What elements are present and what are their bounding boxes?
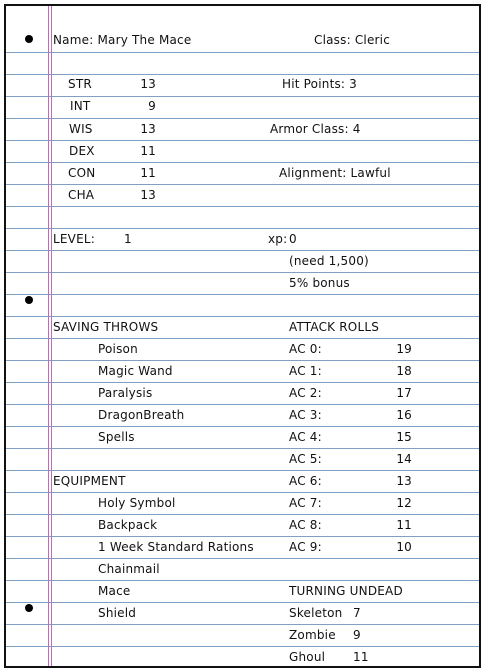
ability-score: 9 bbox=[148, 99, 156, 113]
ability-name: CON bbox=[68, 166, 96, 180]
saving-throw-item: Poison bbox=[98, 342, 138, 356]
alignment: Alignment: Lawful bbox=[279, 166, 391, 180]
attack-roll: 14 bbox=[396, 452, 412, 466]
ruled-line bbox=[6, 470, 479, 471]
attack-ac: AC 3: bbox=[289, 408, 322, 422]
attack-ac: AC 8: bbox=[289, 518, 322, 532]
attack-ac: AC 4: bbox=[289, 430, 322, 444]
binder-hole bbox=[25, 296, 33, 304]
ability-name: WIS bbox=[69, 122, 93, 136]
undead-roll: 7 bbox=[353, 606, 361, 620]
character-sheet bbox=[4, 4, 481, 668]
saving-throw-item: Spells bbox=[98, 430, 135, 444]
undead-roll: 9 bbox=[353, 628, 361, 642]
ability-name: CHA bbox=[68, 188, 95, 202]
ruled-line bbox=[6, 646, 479, 647]
ruled-line bbox=[6, 228, 479, 229]
attack-ac: AC 7: bbox=[289, 496, 322, 510]
attack-roll: 19 bbox=[396, 342, 412, 356]
undead-type: Skeleton bbox=[289, 606, 343, 620]
binder-hole bbox=[25, 35, 33, 43]
xp-bonus: 5% bonus bbox=[289, 276, 350, 290]
attack-roll: 12 bbox=[396, 496, 412, 510]
attack-roll: 15 bbox=[396, 430, 412, 444]
attack-ac: AC 6: bbox=[289, 474, 322, 488]
ruled-line bbox=[6, 316, 479, 317]
ruled-line bbox=[6, 184, 479, 185]
ruled-line bbox=[6, 404, 479, 405]
ruled-line bbox=[6, 602, 479, 603]
ability-score: 13 bbox=[140, 122, 156, 136]
attack-roll: 18 bbox=[396, 364, 412, 378]
equipment-item: Backpack bbox=[98, 518, 158, 532]
ruled-line bbox=[6, 206, 479, 207]
attack-rolls-heading: ATTACK ROLLS bbox=[289, 320, 380, 334]
undead-roll: 11 bbox=[353, 650, 369, 664]
attack-ac: AC 5: bbox=[289, 452, 322, 466]
attack-roll: 11 bbox=[396, 518, 412, 532]
attack-roll: 16 bbox=[396, 408, 412, 422]
ability-name: INT bbox=[70, 99, 91, 113]
undead-type: Ghoul bbox=[289, 650, 326, 664]
xp-value: 0 bbox=[289, 232, 297, 246]
ruled-line bbox=[6, 514, 479, 515]
ruled-line bbox=[6, 426, 479, 427]
xp-needed: (need 1,500) bbox=[289, 254, 369, 268]
ruled-line bbox=[6, 580, 479, 581]
equipment-item: 1 Week Standard Rations bbox=[98, 540, 254, 554]
margin-line bbox=[48, 6, 49, 666]
ability-score: 11 bbox=[140, 144, 156, 158]
ruled-line bbox=[6, 52, 479, 53]
ruled-line bbox=[6, 74, 479, 75]
ruled-line bbox=[6, 536, 479, 537]
saving-throws-heading: SAVING THROWS bbox=[53, 320, 159, 334]
armor-class: Armor Class: 4 bbox=[270, 122, 361, 136]
character-name: Name: Mary The Mace bbox=[53, 33, 192, 47]
undead-type: Zombie bbox=[289, 628, 336, 642]
hit-points: Hit Points: 3 bbox=[282, 77, 358, 91]
character-class: Class: Cleric bbox=[314, 33, 390, 47]
ability-name: STR bbox=[68, 77, 92, 91]
equipment-item: Shield bbox=[98, 606, 137, 620]
attack-ac: AC 2: bbox=[289, 386, 322, 400]
ruled-line bbox=[6, 338, 479, 339]
equipment-item: Mace bbox=[98, 584, 131, 598]
ruled-line bbox=[6, 272, 479, 273]
xp-label: xp: bbox=[268, 232, 288, 246]
attack-roll: 13 bbox=[396, 474, 412, 488]
ruled-line bbox=[6, 492, 479, 493]
ruled-line bbox=[6, 624, 479, 625]
equipment-item: Holy Symbol bbox=[98, 496, 176, 510]
ruled-line bbox=[6, 294, 479, 295]
ruled-line bbox=[6, 162, 479, 163]
ability-score: 11 bbox=[140, 166, 156, 180]
equipment-heading: EQUIPMENT bbox=[53, 474, 126, 488]
binder-hole bbox=[25, 604, 33, 612]
attack-ac: AC 0: bbox=[289, 342, 322, 356]
ruled-line bbox=[6, 382, 479, 383]
saving-throw-item: Paralysis bbox=[98, 386, 153, 400]
ruled-line bbox=[6, 360, 479, 361]
attack-roll: 17 bbox=[396, 386, 412, 400]
saving-throw-item: Magic Wand bbox=[98, 364, 173, 378]
ability-score: 13 bbox=[140, 77, 156, 91]
ruled-line bbox=[6, 118, 479, 119]
level-label: LEVEL: bbox=[53, 232, 95, 246]
saving-throw-item: DragonBreath bbox=[98, 408, 185, 422]
ruled-line bbox=[6, 558, 479, 559]
level-value: 1 bbox=[124, 232, 132, 246]
attack-roll: 10 bbox=[396, 540, 412, 554]
margin-line bbox=[51, 6, 52, 666]
ability-score: 13 bbox=[140, 188, 156, 202]
ruled-line bbox=[6, 140, 479, 141]
ability-name: DEX bbox=[69, 144, 95, 158]
turning-undead-heading: TURNING UNDEAD bbox=[289, 584, 403, 598]
ruled-line bbox=[6, 448, 479, 449]
equipment-item: Chainmail bbox=[98, 562, 160, 576]
attack-ac: AC 9: bbox=[289, 540, 322, 554]
ruled-line bbox=[6, 250, 479, 251]
attack-ac: AC 1: bbox=[289, 364, 322, 378]
ruled-line bbox=[6, 96, 479, 97]
